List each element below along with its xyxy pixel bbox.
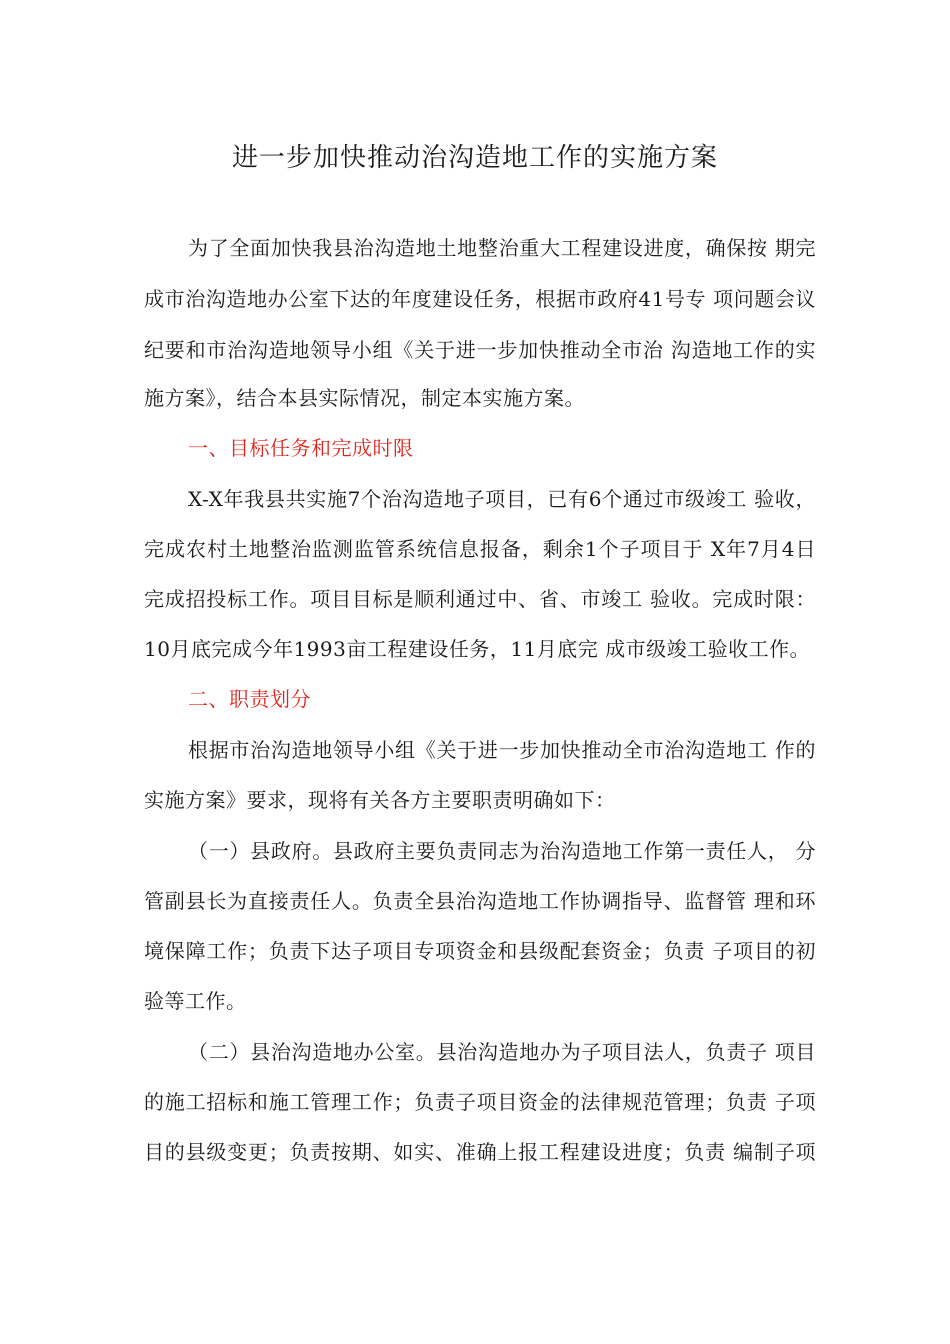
paragraph-line: 10月底完成今年1993亩工程建设任务，11月底完 成市级竣工验收工作。	[144, 637, 811, 661]
paragraph-line: 完成农村土地整治监测监管系统信息报备，剩余1个子项目于 X年7月4日	[144, 537, 816, 561]
section-heading: 二、职责划分	[188, 687, 311, 711]
paragraph-line: 验等工作。	[144, 989, 247, 1013]
paragraph-line: （二）县治沟造地办公室。县治沟造地办为子项目法人，负责子 项目	[188, 1040, 816, 1064]
paragraph-line: 完成招投标工作。项目目标是顺利通过中、省、市竣工 验收。完成时限：	[144, 587, 816, 611]
paragraph-line: 施方案》，结合本县实际情况，制定本实施方案。	[144, 386, 585, 410]
paragraph-line: 管副县长为直接责任人。负责全县治沟造地工作协调指导、监督管 理和环	[144, 889, 816, 913]
section-heading: 一、目标任务和完成时限	[188, 436, 414, 460]
paragraph-line: X-X年我县共实施7个治沟造地子项目，已有6个通过市级竣工 验收，	[188, 487, 816, 511]
paragraph-line: 为了全面加快我县治沟造地土地整治重大工程建设进度，确保按 期完	[188, 236, 816, 260]
paragraph-line: 根据市治沟造地领导小组《关于进一步加快推动全市治沟造地工 作的	[188, 738, 816, 762]
paragraph-line: （一）县政府。县政府主要负责同志为治沟造地工作第一责任人， 分	[188, 839, 816, 863]
paragraph-line: 境保障工作；负责下达子项目专项资金和县级配套资金；负责 子项目的初	[144, 939, 816, 963]
paragraph-line: 实施方案》要求，现将有关各方主要职责明确如下：	[144, 788, 616, 812]
paragraph-line: 目的县级变更；负责按期、如实、准确上报工程建设进度；负责 编制子项	[144, 1140, 816, 1164]
paragraph-line: 成市治沟造地办公室下达的年度建设任务，根据市政府41号专 项问题会议	[144, 287, 816, 311]
paragraph-line: 纪要和市治沟造地领导小组《关于进一步加快推动全市治 沟造地工作的实	[144, 338, 816, 362]
paragraph-line: 的施工招标和施工管理工作；负责子项目资金的法律规范管理；负责 子项	[144, 1090, 816, 1114]
document-title: 进一步加快推动治沟造地工作的实施方案	[231, 143, 718, 173]
